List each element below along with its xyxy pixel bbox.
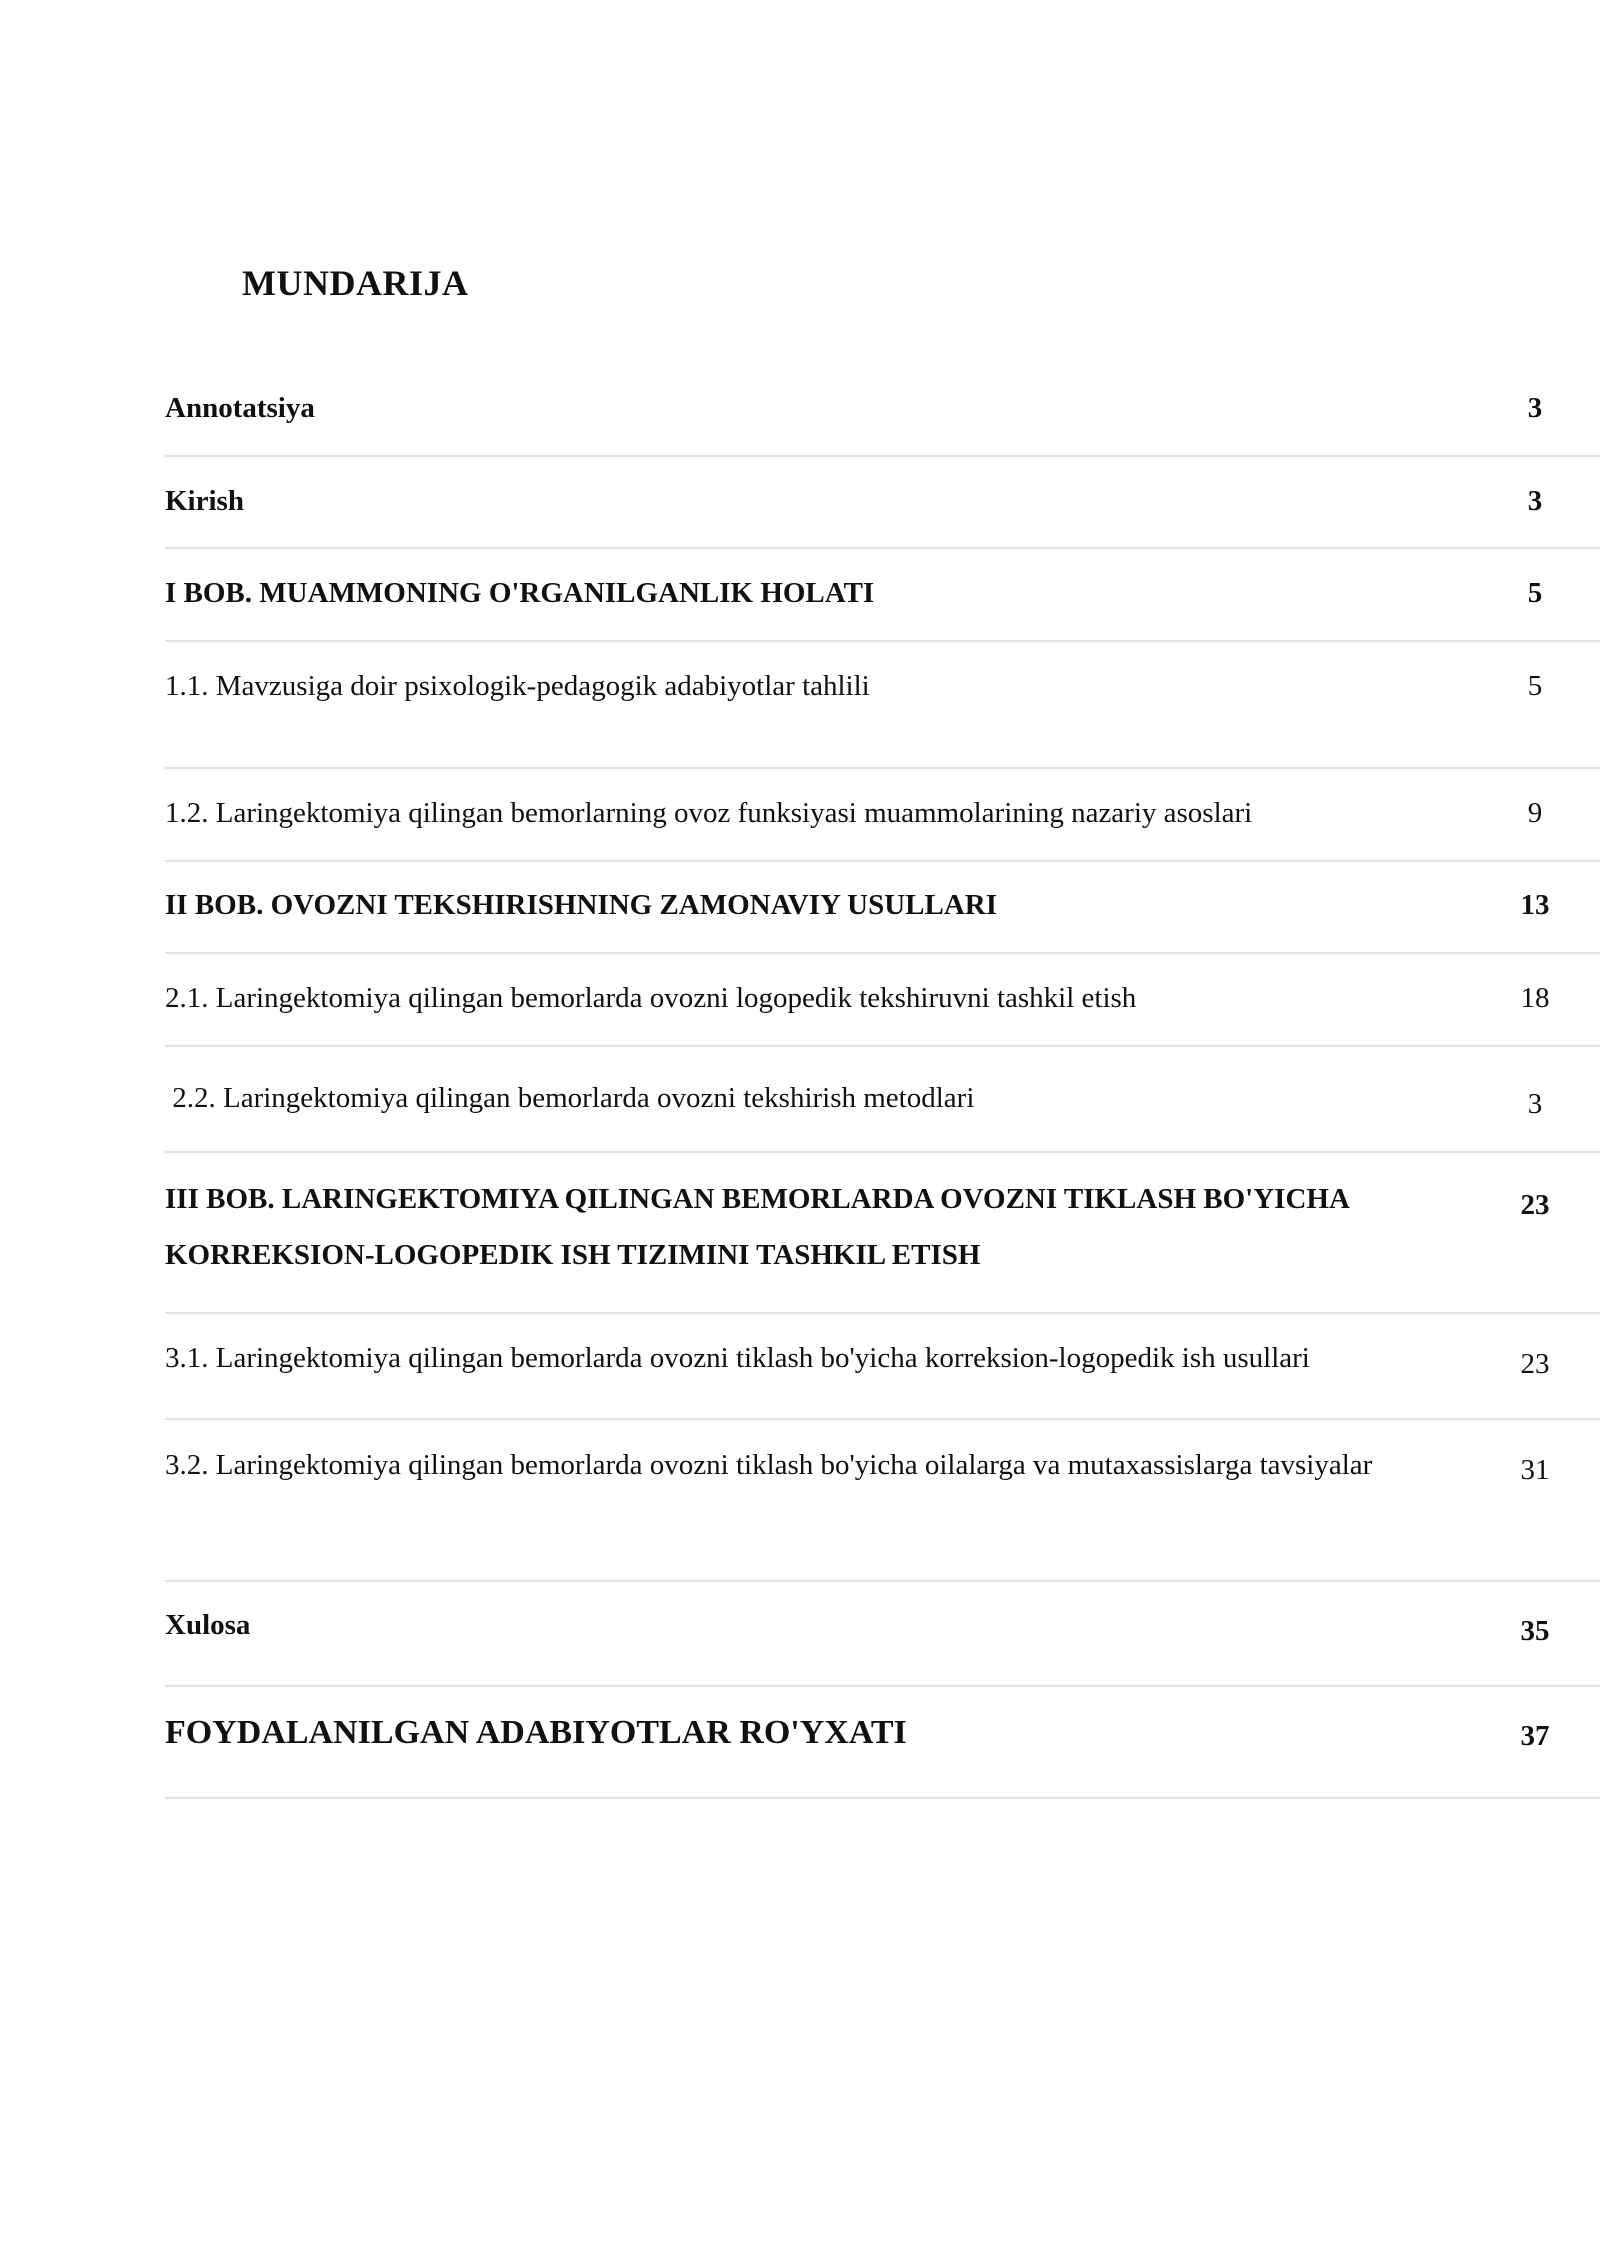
toc-entry-title: 3.1. Laringektomiya qilingan bemorlarda ovozni tiklash bo'yicha korreksion-logopedik ish usullari bbox=[165, 1342, 1310, 1374]
toc-entry-title: FOYDALANILGAN ADABIYOTLAR RO'YXATI bbox=[165, 1714, 907, 1751]
toc-entry-page: 13 bbox=[1520, 889, 1550, 921]
toc-row-annotatsiya bbox=[165, 355, 1600, 457]
toc-entry-title: Kirish bbox=[165, 485, 244, 517]
table-of-contents bbox=[165, 355, 1600, 1799]
toc-row-section-2-2 bbox=[165, 1047, 1600, 1153]
page-title: MUNDARIJA bbox=[242, 263, 469, 303]
toc-entry-page: 31 bbox=[1520, 1454, 1550, 1486]
toc-entry-page: 3 bbox=[1527, 1088, 1543, 1120]
toc-entry-title: Annotatsiya bbox=[165, 392, 315, 424]
toc-row-section-2-1 bbox=[165, 954, 1600, 1047]
toc-entry-page: 23 bbox=[1520, 1189, 1550, 1221]
toc-entry-title: II BOB. OVOZNI TEKSHIRISHNING ZAMONAVIY USULLARI bbox=[165, 889, 998, 921]
toc-row-references bbox=[165, 1687, 1600, 1799]
toc-row-section-3-1 bbox=[165, 1314, 1600, 1420]
toc-row-section-3-2 bbox=[165, 1420, 1600, 1582]
toc-entry-title: Xulosa bbox=[165, 1609, 251, 1641]
toc-entry-page: 3 bbox=[1527, 485, 1543, 517]
toc-entry-title: III BOB. LARINGEKTOMIYA QILINGAN BEMORLARDA OVOZNI TIKLASH BO'YICHA KORREKSION-LOGOPEDIK ISH TIZIMINI TASHKIL ETISH bbox=[165, 1183, 1349, 1271]
toc-row-section-1-2 bbox=[165, 769, 1600, 862]
toc-entry-page: 5 bbox=[1527, 577, 1543, 609]
toc-entry-page: 9 bbox=[1527, 797, 1543, 829]
toc-entry-title: 3.2. Laringektomiya qilingan bemorlarda ovozni tiklash bo'yicha oilalarga va mutaxassislarga tavsiyalar bbox=[165, 1449, 1373, 1481]
toc-row-chapter-3 bbox=[165, 1153, 1600, 1314]
toc-entry-title: 2.2. Laringektomiya qilingan bemorlarda ovozni tekshirish metodlari bbox=[165, 1082, 975, 1114]
toc-entry-page: 37 bbox=[1520, 1720, 1550, 1752]
toc-entry-page: 35 bbox=[1520, 1615, 1550, 1647]
toc-row-xulosa bbox=[165, 1582, 1600, 1687]
toc-entry-page: 3 bbox=[1527, 392, 1543, 424]
toc-entry-page: 18 bbox=[1520, 982, 1550, 1014]
toc-entry-title: I BOB. MUAMMONING O'RGANILGANLIK HOLATI bbox=[165, 577, 875, 609]
toc-entry-title: 1.2. Laringektomiya qilingan bemorlarning ovoz funksiyasi muammolarining nazariy asoslari bbox=[165, 797, 1253, 829]
toc-entry-page: 5 bbox=[1527, 670, 1543, 702]
toc-row-chapter-1 bbox=[165, 549, 1600, 642]
toc-entry-page: 23 bbox=[1520, 1348, 1550, 1380]
toc-row-section-1-1 bbox=[165, 642, 1600, 769]
toc-entry-title: 2.1. Laringektomiya qilingan bemorlarda ovozni logopedik tekshiruvni tashkil etish bbox=[165, 982, 1137, 1014]
toc-entry-title: 1.1. Mavzusiga doir psixologik-pedagogik adabiyotlar tahlili bbox=[165, 670, 870, 702]
toc-row-chapter-2 bbox=[165, 862, 1600, 954]
toc-row-kirish bbox=[165, 457, 1600, 549]
